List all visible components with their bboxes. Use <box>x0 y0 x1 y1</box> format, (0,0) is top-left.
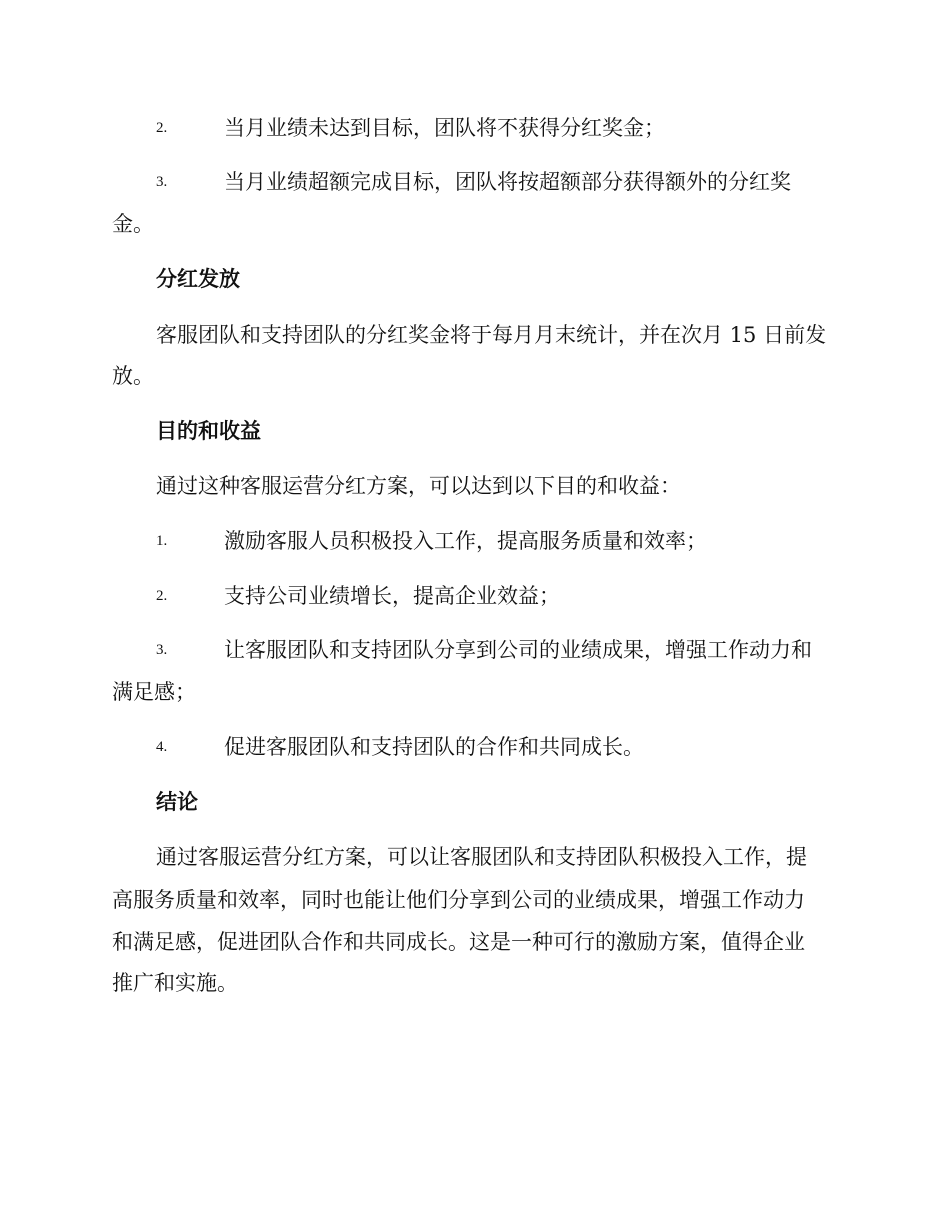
list-item-number: 2. <box>156 588 168 604</box>
paragraph-line: 和满足感，促进团队合作和共同成长。这是一种可行的激励方案，值得企业 <box>112 930 805 954</box>
list-item-text: 当月业绩超额完成目标，团队将按超额部分获得额外的分红奖 <box>224 170 791 194</box>
list-item-number: 3. <box>156 642 168 658</box>
section-heading-conclusion: 结论 <box>156 790 198 814</box>
list-item-number: 2. <box>156 120 168 136</box>
section-heading-goals: 目的和收益 <box>156 419 261 443</box>
list-item-text: 当月业绩未达到目标，团队将不获得分红奖金； <box>224 116 665 140</box>
paragraph-line: 客服团队和支持团队的分红奖金将于每月月末统计，并在次月 15 日前发 <box>156 323 827 347</box>
list-item-number: 1. <box>156 533 168 549</box>
paragraph-line: 放。 <box>112 364 154 388</box>
paragraph-line: 推广和实施。 <box>112 971 238 995</box>
list-item-text: 促进客服团队和支持团队的合作和共同成长。 <box>224 735 644 759</box>
list-item-text: 让客服团队和支持团队分享到公司的业绩成果，增强工作动力和 <box>224 638 812 662</box>
list-item-number: 3. <box>156 174 168 190</box>
paragraph-line: 通过这种客服运营分红方案，可以达到以下目的和收益： <box>156 474 681 498</box>
list-item-text: 激励客服人员积极投入工作，提高服务质量和效率； <box>224 529 707 553</box>
list-item-continuation: 金。 <box>112 212 154 236</box>
list-item-text: 支持公司业绩增长，提高企业效益； <box>224 584 560 608</box>
section-heading-payout: 分红发放 <box>156 267 240 291</box>
list-item-number: 4. <box>156 739 168 755</box>
paragraph-line: 通过客服运营分红方案，可以让客服团队和支持团队积极投入工作，提 <box>156 845 807 869</box>
list-item-continuation: 满足感； <box>112 680 196 704</box>
paragraph-line: 高服务质量和效率，同时也能让他们分享到公司的业绩成果，增强工作动力 <box>112 888 805 912</box>
